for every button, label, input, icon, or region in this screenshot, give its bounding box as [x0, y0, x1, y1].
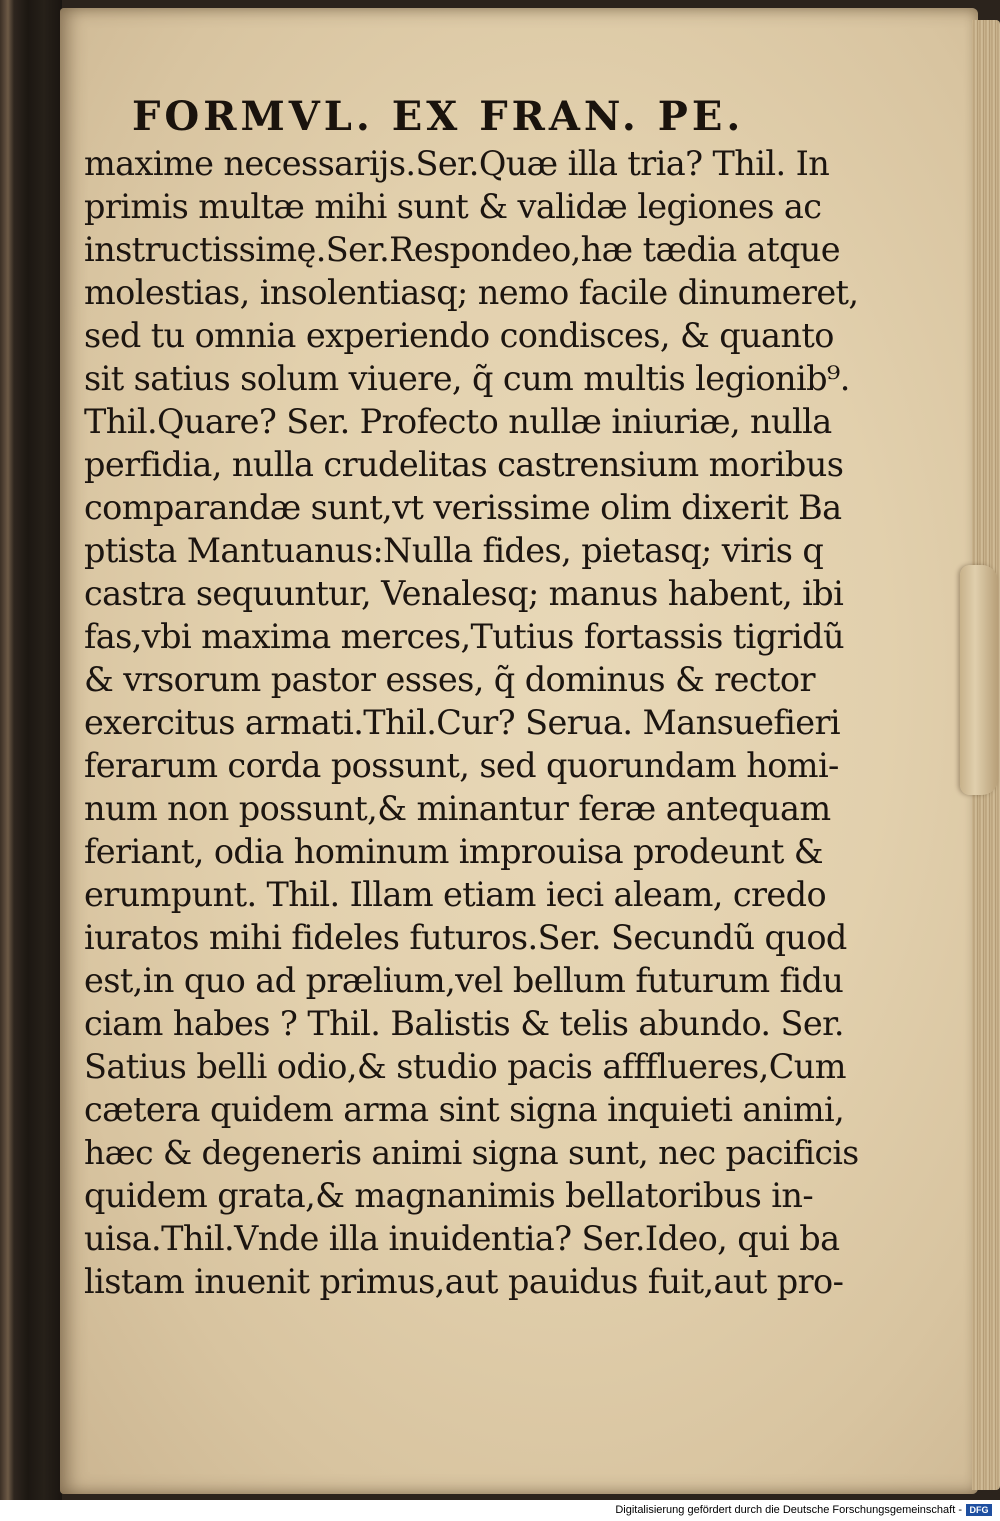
- text-line: castra sequuntur, Venalesq; manus habent, ibi: [84, 574, 844, 613]
- text-line: perfidia, nulla crudelitas castrensium moribus: [84, 445, 844, 484]
- text-line: Satius belli odio,& studio pacis affflueres,Cum: [84, 1047, 846, 1086]
- text-line: cætera quidem arma sint signa inquieti animi,: [84, 1090, 845, 1129]
- text-line: fas,vbi maxima merces,Tutius fortassis tigridũ: [84, 617, 844, 656]
- text-line: feriant, odia hominum improuisa prodeunt &: [84, 832, 823, 871]
- text-line: sit satius solum viuere, q̃ cum multis legionib⁹.: [84, 359, 850, 398]
- text-line: sed tu omnia experiendo condisces, & quanto: [84, 316, 834, 355]
- text-line: instructissimę.Ser.Respondeo,hæ tædia atque: [84, 230, 841, 269]
- text-line: quidem grata,& magnanimis bellatoribus in-: [84, 1176, 814, 1215]
- text-line: maxime necessarijs.Ser.Quæ illa tria? Thil. In: [84, 144, 830, 183]
- text-line: num non possunt,& minantur feræ antequam: [84, 789, 831, 828]
- text-line: hæc & degeneris animi signa sunt, nec pacificis: [84, 1133, 859, 1172]
- text-line: ptista Mantuanus:Nulla fides, pietasq; viris q: [84, 531, 824, 570]
- text-line: listam inuenit primus,aut pauidus fuit,aut pro-: [84, 1262, 844, 1301]
- text-line: & vrsorum pastor esses, q̃ dominus & rector: [84, 660, 815, 699]
- running-head: FORMVL. EX FRAN. PE.: [132, 93, 745, 140]
- text-line: erumpunt. Thil. Illam etiam ieci aleam, credo: [84, 875, 827, 914]
- text-line: Thil.Quare? Ser. Profecto nullæ iniuriæ, nulla: [84, 402, 832, 441]
- book-clasp: [960, 565, 998, 795]
- text-line: uisa.Thil.Vnde illa inuidentia? Ser.Ideo, qui ba: [84, 1219, 840, 1258]
- text-line: exercitus armati.Thil.Cur? Serua. Mansuefieri: [84, 703, 841, 742]
- text-line: primis multæ mihi sunt & validæ legiones ac: [84, 187, 822, 226]
- text-line: ciam habes ? Thil. Balistis & telis abundo. Ser.: [84, 1004, 844, 1043]
- funding-credit: Digitalisierung gefördert durch die Deutsche Forschungsgemeinschaft -: [615, 1504, 962, 1516]
- text-line: ferarum corda possunt, sed quorundam homi-: [84, 746, 839, 785]
- dfg-logo: DFG: [966, 1504, 992, 1516]
- previous-page-edge: [0, 0, 62, 1500]
- footer-bar: [0, 1500, 1000, 1521]
- text-line: comparandæ sunt,vt verissime olim dixerit Ba: [84, 488, 842, 527]
- text-line: molestias, insolentiasq; nemo facile dinumeret,: [84, 273, 859, 312]
- text-line: iuratos mihi fideles futuros.Ser. Secundũ quod: [84, 918, 847, 957]
- text-line: est,in quo ad prælium,vel bellum futurum fidu: [84, 961, 844, 1000]
- page-text-block: [84, 92, 864, 1303]
